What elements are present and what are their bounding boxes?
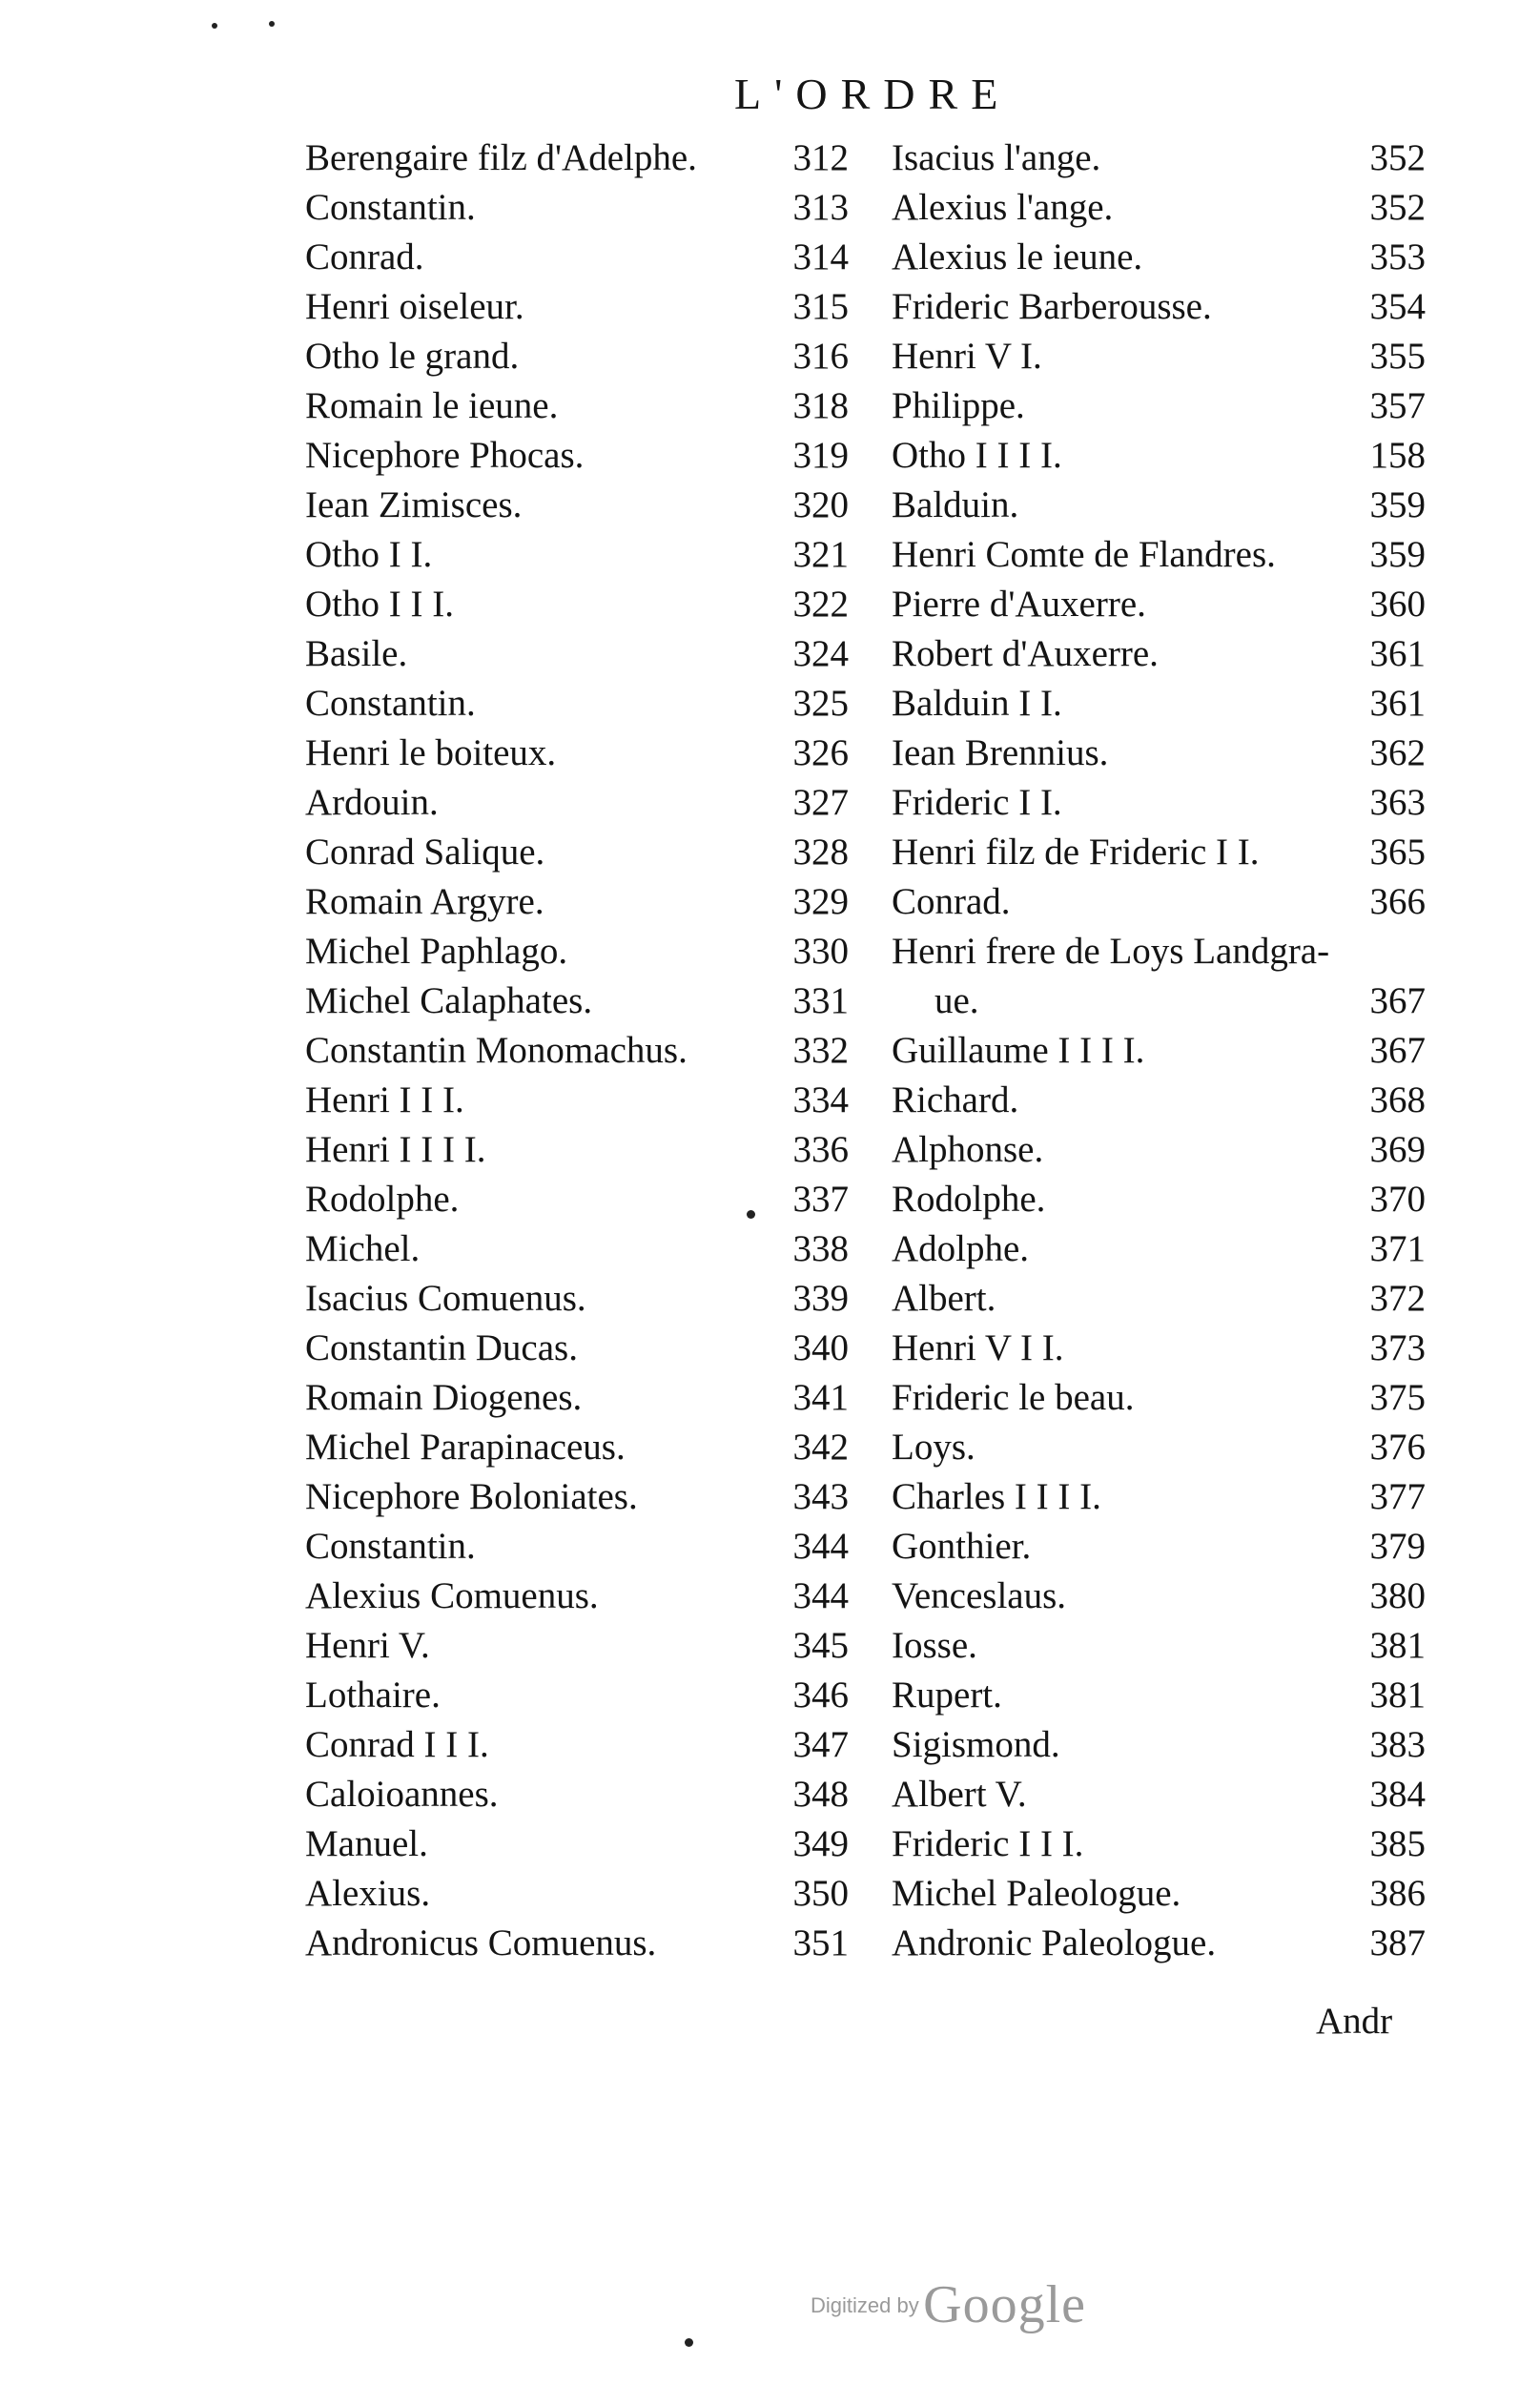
entry-page-number: 361 [1369,683,1426,724]
entry-page-number: 338 [792,1228,849,1269]
entry-page-number: 328 [792,832,849,873]
index-entry [892,1274,1426,1324]
entry-name: Otho le grand. [305,336,520,377]
index-entry [892,729,1426,778]
entry-page-number: 344 [792,1575,849,1616]
entry-page-number: 343 [792,1476,849,1517]
entry-name: Henri I I I. [305,1079,464,1120]
entry-page-number: 376 [1369,1427,1426,1468]
watermark-prefix: Digitized by [811,2293,919,2317]
watermark-brand: Google [923,2275,1087,2334]
entry-name: Rodolphe. [305,1179,460,1220]
entry-page-number: 314 [792,236,849,277]
entry-page-number: 386 [1369,1873,1426,1914]
entry-name: Iosse. [892,1625,977,1666]
entry-name: Alexius le ieune. [892,236,1143,277]
entry-page-number: 347 [792,1724,849,1765]
entry-name: Henri V. [305,1625,430,1666]
entry-name: Michel Parapinaceus. [305,1427,626,1468]
index-entry [305,134,849,183]
index-entry [892,1076,1426,1125]
index-entry [892,679,1426,729]
entry-page-number: 368 [1369,1079,1426,1120]
entry-page-number: 339 [792,1278,849,1319]
entry-name: Balduin. [892,484,1019,525]
entry-page-number: 357 [1369,385,1426,426]
index-entry [305,927,849,976]
index-column-left [305,134,849,1968]
entry-page-number: 359 [1369,484,1426,525]
index-entry [305,1819,849,1869]
entry-name: Constantin. [305,1526,476,1567]
entry-name: Romain Diogenes. [305,1377,583,1418]
entry-name: Henri V I. [892,336,1042,377]
entry-name: Philippe. [892,385,1025,426]
entry-name: Henri V I I. [892,1327,1064,1368]
entry-name: Michel Calaphates. [305,980,593,1021]
entry-page-number: 353 [1369,236,1426,277]
entry-page-number: 337 [792,1179,849,1220]
entry-name: Frideric I I. [892,782,1062,823]
index-entry [892,580,1426,629]
index-entry [892,1919,1426,1968]
entry-page-number: 372 [1369,1278,1426,1319]
entry-name: Romain le ieune. [305,385,559,426]
entry-name: Henri Comte de Flandres. [892,534,1276,575]
index-entry [892,1621,1426,1671]
entry-page-number: 379 [1369,1526,1426,1567]
index-entry [305,1373,849,1423]
entry-page-number: 327 [792,782,849,823]
index-entry [892,1423,1426,1472]
entry-page-number: 360 [1369,584,1426,625]
entry-page-number: 345 [792,1625,849,1666]
index-entry [892,233,1426,282]
index-entry [892,1770,1426,1819]
entry-page-number: 321 [792,534,849,575]
scan-speck [212,23,217,29]
entry-page-number: 361 [1369,633,1426,674]
entry-page-number: 355 [1369,336,1426,377]
entry-name: Caloioannes. [305,1774,499,1815]
digitization-watermark [811,2274,1086,2335]
index-entry [305,1671,849,1720]
entry-page-number: 316 [792,336,849,377]
entry-page-number: 370 [1369,1179,1426,1220]
index-entry [305,1076,849,1125]
index-entry [892,183,1426,233]
scan-speck [269,21,275,27]
index-entry [305,282,849,332]
entry-page-number: 366 [1369,881,1426,922]
entry-page-number: 381 [1369,1625,1426,1666]
entry-page-number: 369 [1369,1129,1426,1170]
entry-page-number: 340 [792,1327,849,1368]
entry-page-number: 329 [792,881,849,922]
entry-name: Henri le boiteux. [305,732,557,773]
index-entry [892,927,1426,976]
entry-name: Otho I I I I. [892,435,1062,476]
index-entry [305,976,849,1026]
entry-name: Conrad Salique. [305,832,545,873]
index-entry [305,729,849,778]
entry-name: Lothaire. [305,1675,441,1716]
index-entry [892,1522,1426,1572]
entry-page-number: 332 [792,1030,849,1071]
index-entry [305,233,849,282]
page-header: L'ORDRE [734,70,1012,118]
entry-page-number: 331 [792,980,849,1021]
entry-name: Constantin. [305,683,476,724]
index-entry [305,1770,849,1819]
entry-name: Loys. [892,1427,975,1468]
entry-name: Albert. [892,1278,996,1319]
entry-name: Manuel. [305,1823,428,1864]
entry-name: Romain Argyre. [305,881,544,922]
index-entry [892,1819,1426,1869]
index-entry [892,629,1426,679]
index-entry [305,183,849,233]
index-entry [305,431,849,481]
entry-name: Pierre d'Auxerre. [892,584,1146,625]
entry-name: Constantin. [305,187,476,228]
index-entry [305,1274,849,1324]
entry-name: Michel. [305,1228,421,1269]
index-entry [305,1125,849,1175]
entry-name: Venceslaus. [892,1575,1067,1616]
entry-name: Robert d'Auxerre. [892,633,1159,674]
entry-name: Conrad. [892,881,1011,922]
index-entry [892,778,1426,828]
entry-name: Iean Brennius. [892,732,1109,773]
entry-page-number: 371 [1369,1228,1426,1269]
index-entry [305,1472,849,1522]
index-entry [892,530,1426,580]
entry-page-number: 384 [1369,1774,1426,1815]
entry-name: Henri oiseleur. [305,286,524,327]
index-entry [892,1671,1426,1720]
entry-name: Frideric Barberousse. [892,286,1212,327]
entry-name: ue. [934,980,979,1021]
entry-page-number: 330 [792,931,849,972]
entry-name: Alexius Comuenus. [305,1575,599,1616]
entry-name: Rodolphe. [892,1179,1046,1220]
index-entry [892,1224,1426,1274]
entry-name: Ardouin. [305,782,439,823]
index-entry [892,481,1426,530]
entry-page-number: 349 [792,1823,849,1864]
index-entry [305,877,849,927]
entry-name: Gonthier. [892,1526,1032,1567]
index-entry [305,1423,849,1472]
index-entry [305,679,849,729]
index-entry [305,1621,849,1671]
index-entry [892,1026,1426,1076]
index-entry [305,629,849,679]
entry-name: Alexius l'ange. [892,187,1114,228]
entry-name: Balduin I I. [892,683,1062,724]
index-entry [305,1869,849,1919]
entry-page-number: 365 [1369,832,1426,873]
entry-page-number: 385 [1369,1823,1426,1864]
index-entry [305,1224,849,1274]
entry-page-number: 326 [792,732,849,773]
entry-page-number: 348 [792,1774,849,1815]
index-entry [892,431,1426,481]
entry-page-number: 363 [1369,782,1426,823]
entry-page-number: 351 [792,1922,849,1963]
entry-name: Henri filz de Frideric I I. [892,832,1260,873]
entry-page-number: 377 [1369,1476,1426,1517]
entry-page-number: 387 [1369,1922,1426,1963]
entry-page-number: 352 [1369,137,1426,178]
index-entry [892,1472,1426,1522]
index-entry [892,828,1426,877]
entry-name: Alphonse. [892,1129,1044,1170]
index-entry [305,332,849,381]
index-entry [305,580,849,629]
entry-name: Michel Paleologue. [892,1873,1181,1914]
entry-page-number: 354 [1369,286,1426,327]
entry-page-number: 342 [792,1427,849,1468]
index-entry [305,381,849,431]
entry-page-number: 322 [792,584,849,625]
entry-page-number: 362 [1369,732,1426,773]
entry-page-number: 350 [792,1873,849,1914]
entry-page-number: 318 [792,385,849,426]
index-entry [892,1175,1426,1224]
entry-name: Andronic Paleologue. [892,1922,1217,1963]
entry-name: Constantin Ducas. [305,1327,578,1368]
index-entry [305,828,849,877]
index-entry [305,778,849,828]
entry-page-number: 352 [1369,187,1426,228]
entry-name: Conrad I I I. [305,1724,489,1765]
index-entry [305,1175,849,1224]
entry-page-number: 336 [792,1129,849,1170]
entry-page-number: 320 [792,484,849,525]
entry-name: Michel Paphlago. [305,931,568,972]
entry-name: Alexius. [305,1873,431,1914]
index-entry [892,1720,1426,1770]
entry-name: Constantin Monomachus. [305,1030,688,1071]
entry-name: Rupert. [892,1675,1002,1716]
entry-page-number: 344 [792,1526,849,1567]
index-entry [892,1572,1426,1621]
entry-page-number: 367 [1369,1030,1426,1071]
entry-page-number: 367 [1369,980,1426,1021]
scan-speck [747,1210,755,1219]
index-entry [892,381,1426,431]
index-entry [305,1919,849,1968]
entry-page-number: 312 [792,137,849,178]
index-entry [892,1869,1426,1919]
index-entry [305,1522,849,1572]
entry-name: Charles I I I I. [892,1476,1101,1517]
index-entry [892,1373,1426,1423]
index-entry [892,877,1426,927]
index-column-right [892,134,1426,1968]
entry-name: Andronicus Comuenus. [305,1922,657,1963]
entry-page-number: 373 [1369,1327,1426,1368]
entry-name: Guillaume I I I I. [892,1030,1145,1071]
index-entry [892,1324,1426,1373]
index-entry [305,1324,849,1373]
scan-speck [685,2338,693,2347]
entry-page-number: 359 [1369,534,1426,575]
index-entry [305,481,849,530]
entry-name: Nicephore Boloniates. [305,1476,638,1517]
entry-name: Henri frere de Loys Landgra- [892,931,1330,972]
entry-page-number: 319 [792,435,849,476]
entry-page-number: 346 [792,1675,849,1716]
index-entry [892,1125,1426,1175]
catchword: Andr [1316,2001,1393,2042]
index-entry [305,530,849,580]
entry-name: Basile. [305,633,408,674]
entry-page-number: 315 [792,286,849,327]
index-entry [892,976,1426,1026]
entry-name: Richard. [892,1079,1019,1120]
index-entry [305,1026,849,1076]
entry-name: Conrad. [305,236,424,277]
entry-name: Adolphe. [892,1228,1030,1269]
entry-name: Isacius l'ange. [892,137,1101,178]
entry-name: Albert V. [892,1774,1027,1815]
entry-name: Henri I I I I. [305,1129,486,1170]
entry-name: Nicephore Phocas. [305,435,585,476]
entry-page-number: 381 [1369,1675,1426,1716]
entry-page-number: 324 [792,633,849,674]
entry-page-number: 334 [792,1079,849,1120]
entry-page-number: 375 [1369,1377,1426,1418]
index-entry [892,134,1426,183]
entry-name: Isacius Comuenus. [305,1278,586,1319]
entry-name: Frideric I I I. [892,1823,1084,1864]
entry-page-number: 341 [792,1377,849,1418]
entry-name: Iean Zimisces. [305,484,523,525]
entry-page-number: 380 [1369,1575,1426,1616]
entry-page-number: 383 [1369,1724,1426,1765]
entry-name: Otho I I. [305,534,433,575]
entry-page-number: 313 [792,187,849,228]
index-entry [892,282,1426,332]
entry-name: Frideric le beau. [892,1377,1135,1418]
entry-name: Sigismond. [892,1724,1060,1765]
entry-name: Otho I I I. [305,584,454,625]
index-entry [892,332,1426,381]
index-entry [305,1720,849,1770]
entry-page-number: 158 [1369,435,1426,476]
index-entry [305,1572,849,1621]
entry-name: Berengaire filz d'Adelphe. [305,137,697,178]
entry-page-number: 325 [792,683,849,724]
